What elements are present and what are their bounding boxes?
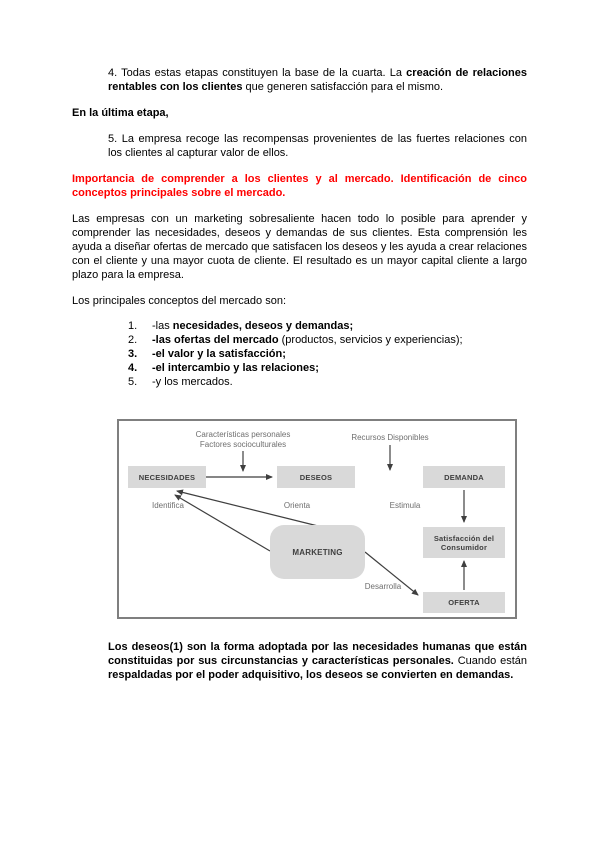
diagram-arrows	[117, 419, 517, 619]
list-item-text: -las ofertas del mercado (productos, servicios y experiencias);	[152, 334, 463, 346]
paragraph-marketing: Las empresas con un marketing sobresaliente hacen todo lo posible para aprender y comprender las necesidades, deseos y demandas de sus clientes. Esta comprensión les ayuda a diseñar ofertas de mercado que satisfacen los deseos y les ayuda a crear relaciones con el cliente y una mayor cuota de cliente. El resultado es un mayor capital cliente a largo plazo para la empresa.	[72, 213, 527, 281]
list-item-number: 5.	[128, 376, 138, 388]
paragraph-deseos: Los deseos(1) son la forma adoptada por las necesidades humanas que están constituidas por sus circunstancias y características personales. Cuando están respaldadas por el poder adquisitivo, los deseos se convierten en demandas.	[108, 641, 527, 681]
list-item	[128, 347, 527, 361]
list-item-text: -el valor y la satisfacción;	[152, 348, 286, 360]
list-item-number: 2.	[128, 334, 138, 346]
diagram-box-satisfaccion: Satisfacción del Consumidor	[423, 527, 505, 558]
conceptos-list	[128, 319, 527, 389]
diagram-label-orienta: Orienta	[283, 501, 311, 510]
diagram-box-oferta: OFERTA	[423, 592, 505, 613]
diagram-box-necesidades: NECESIDADES	[128, 466, 206, 488]
list-item-number: 4.	[128, 362, 138, 374]
diagram-label-identifica: Identifica	[151, 501, 185, 510]
list-item	[128, 333, 527, 347]
diagram-box-deseos: DESEOS	[277, 466, 355, 488]
list-item-number: 1.	[128, 320, 138, 332]
list-item-text: -el intercambio y las relaciones;	[152, 362, 319, 374]
diagram-label-desarrolla: Desarrolla	[364, 582, 402, 591]
diagram-box-marketing: MARKETING	[270, 525, 365, 579]
list-item-text: -las necesidades, deseos y demandas;	[152, 320, 354, 332]
list-item	[128, 319, 527, 333]
list-item	[128, 361, 527, 375]
list-item	[128, 375, 527, 389]
list-item-text: -y los mercados.	[152, 376, 233, 388]
marketing-concepts-diagram	[117, 419, 517, 619]
heading-ultima-etapa: En la última etapa,	[72, 107, 169, 119]
diagram-label-caracteristicas: Características personales Factores socioculturales	[195, 430, 291, 449]
paragraph-step5: 5. La empresa recoge las recompensas provenientes de las fuertes relaciones con los clientes al capturar valor de ellos.	[108, 133, 527, 159]
paragraph-conceptos-intro: Los principales conceptos del mercado son:	[72, 295, 287, 307]
diagram-label-recursos: Recursos Disponibles	[351, 433, 429, 442]
diagram-box-demanda: DEMANDA	[423, 466, 505, 488]
list-item-number: 3.	[128, 348, 138, 360]
heading-importancia: Importancia de comprender a los clientes y al mercado. Identificación de cinco conceptos principales sobre el mercado.	[72, 173, 527, 199]
diagram-label-estimula: Estimula	[389, 501, 421, 510]
paragraph-step4: 4. Todas estas etapas constituyen la base de la cuarta. La creación de relaciones rentables con los clientes que generen satisfacción para el mismo.	[108, 67, 528, 93]
